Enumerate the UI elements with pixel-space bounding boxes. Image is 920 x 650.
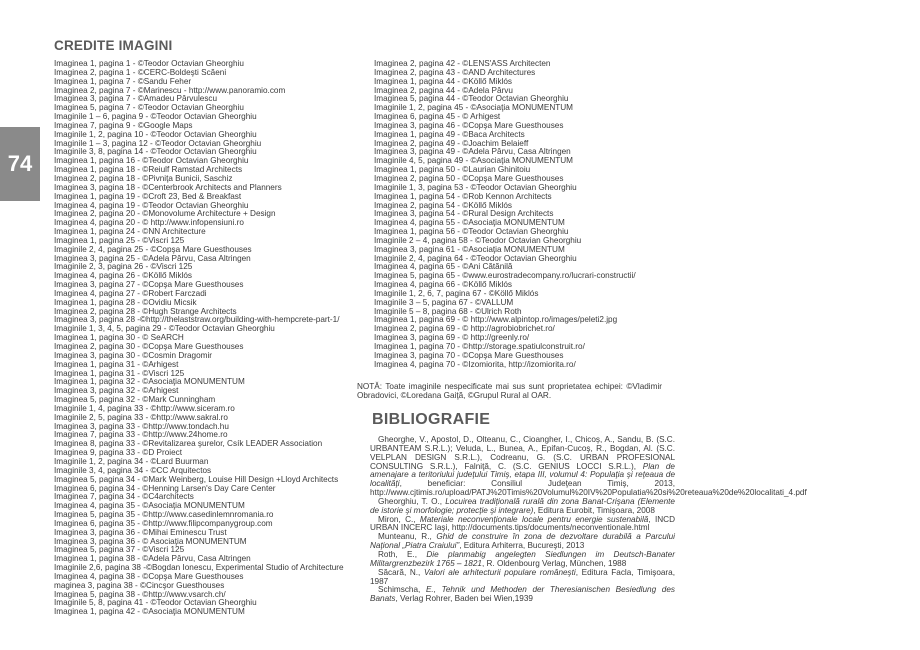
bibliography-entry-after: , Editura Facla, Timişoara, 1987 <box>370 567 675 586</box>
bibliography-entry-italic: Plan de amenajare a teritoriului judeţului Timiş, etapa III, volumul 4: Populaţia şi reţeaua de localităţi <box>370 461 675 489</box>
bibliography-entry-before: Săcară, N., <box>378 567 424 577</box>
credit-line: Imaginile 5, 8, pagina 41 - ©Teodor Octavian Gheorghiu <box>54 598 257 608</box>
credit-line: Imaginea 3, pagina 70 - ©Copşa Mare Guesthouses <box>374 350 564 360</box>
bibliography-entry <box>370 516 675 534</box>
credit-line: Imaginea 3, pagina 27 - ©Copşa Mare Guesthouses <box>54 280 244 290</box>
credit-line: Imaginea 2, pagina 20 - ©Monovolume Architecture + Design <box>54 209 276 219</box>
bibliography-entry-italic: Die planmabig angelegten Siedlungen im Deutsch-Banater Militargrenzbezirk 1765 – 1821 <box>370 549 675 568</box>
credit-line: Imaginea 3, pagina 18 - ©Centerbrook Architects and Planners <box>54 182 282 192</box>
credit-line: Imaginea 1, pagina 54 - ©Rob Kennon Architects <box>374 191 552 201</box>
credit-line: Imaginea 1, pagina 50 - ©Laurian Ghinitoiu <box>374 165 531 175</box>
bibliography-entry <box>370 586 675 604</box>
credit-line: Imaginea 2, pagina 30 - ©Copşa Mare Guesthouses <box>54 342 244 351</box>
credit-line: Imaginea 3, pagina 61 - ©Asociaţia MONUMENTUM <box>374 244 565 254</box>
credit-line: Imaginea 1, pagina 56 - ©Teodor Octavian Gheorghiu <box>374 227 569 237</box>
bibliography-entry-italic: Ghid de construire în zona de dezvoltare durabilă a Parcului Naţional „Piatra Craiului” <box>370 532 675 551</box>
credit-line: Imaginea 4, pagina 70 - ©Izomiorita, http://izomiorita.ro/ <box>374 359 576 369</box>
credit-line: Imaginea 5, pagina 35 - ©http://www.casedinlemnromania.ro <box>54 510 274 520</box>
credit-line: Imaginea 1, pagina 32 - ©Asociaţia MONUMENTUM <box>54 377 245 387</box>
bibliography-entry-after: , Editura Arhiterra, Bucureşti, 2013 <box>459 541 585 551</box>
credit-line: Imaginile 2, 4, pagina 25 - ©Copşa Mare Guesthouses <box>54 244 252 254</box>
credit-line: Imaginea 1, pagina 25 - ©Viscri 125 <box>54 235 185 245</box>
credit-line: Imaginea 5, pagina 7 - ©Teodor Octavian Gheorghiu <box>54 103 244 113</box>
credit-line: Imaginea 1, pagina 19 - ©Croft 23, Bed & Breakfast <box>54 191 242 201</box>
credit-line: Imaginea 3, pagina 33 - ©http://www.tondach.hu <box>54 421 229 431</box>
credit-line: Imaginea 2, pagina 49 - ©Joachim Belaieff <box>374 138 529 148</box>
credit-line: Imaginea 4, pagina 27 - ©Robert Farczadi <box>54 288 207 298</box>
bibliography-entry-before: Roth, E., <box>378 549 427 559</box>
bibliography-entry <box>370 533 675 551</box>
credit-line: Imaginea 1, pagina 31 - ©Viscri 125 <box>54 368 185 378</box>
bibliography-entry-after: , Verlag Rohrer, Baden bei Wien,1939 <box>395 594 533 604</box>
credit-line: Imaginile 1, 2, 6, 7, pagina 67 - ©Köllő Miklós <box>374 288 539 298</box>
credit-line: Imaginea 1, pagina 49 - ©Baca Architects <box>374 129 525 139</box>
credit-line: Imaginea 1, pagina 69 - © http://www.alpintop.ro/images/peleti2.jpg <box>374 315 618 325</box>
credit-line: Imaginile 4, 5, pagina 49 - ©Asociaţia MONUMENTUM <box>374 156 573 166</box>
credit-line: Imaginea 5, pagina 34 - ©Mark Weinberg, Louise Hill Design +Lloyd Architects <box>54 474 339 484</box>
credit-line: Imaginea 1, pagina 42 - ©Asociaţia MONUMENTUM <box>54 607 245 617</box>
bibliography-entry-before: Gheorghiu, T. O., <box>378 496 446 506</box>
bibliography-entry-after: , beneficiar: Consiliul Judeţean Timiş, 2013, http://www.cjtimis.ro/upload/PATJ%20Timis%20Volumul%20IV%20Populatia%20si%20reteaua%20de%20localitati_4.pdf <box>370 479 807 498</box>
credits-title: CREDITE IMAGINI <box>54 38 173 53</box>
credit-line: Imaginile 1 – 6, pagina 9 - ©Teodor Octavian Gheorghiu <box>54 112 257 122</box>
credit-line: Imaginile 3 – 5, pagina 67 - ©VALLUM <box>374 297 514 307</box>
bibliography-entry-before: Miron, C., <box>378 514 420 524</box>
credit-line: Imaginea 3, pagina 30 - ©Cosmin Dragomir <box>54 350 213 360</box>
credit-line: Imaginea 1, pagina 70 - ©http://storage.spatiulconstruit.ro/ <box>374 342 585 351</box>
bibliography-entry-italic: Materiale neconvenţionale locale pentru energie sustenabilă <box>419 514 649 524</box>
credit-line: Imaginea 2, pagina 28 - ©Hugh Strange Architects <box>54 306 237 316</box>
credit-line: Imaginea 3, pagina 7 - ©Amadeu Pârvulescu <box>54 94 218 104</box>
credit-line: Imaginile 1, 3, 4, 5, pagina 29 - ©Teodor Octavian Gheorghiu <box>54 324 275 334</box>
bibliography-entry <box>370 498 675 516</box>
credit-line: Imaginile 3, 8, pagina 14 - ©Teodor Octavian Gheorghiu <box>54 147 257 157</box>
bibliography-entry-italic: E., Tehnik und Methoden der Theresianischen Besiedlung des Banats <box>370 585 675 604</box>
credit-line: Imaginea 2, pagina 54 - ©Köllő Miklós <box>374 200 513 210</box>
credits-list-left <box>54 60 364 617</box>
credit-line: Imaginea 1, pagina 38 - ©Adela Pârvu, Casa Altringen <box>54 554 251 564</box>
bibliography-entry-italic: Locuirea tradiţională rurală din zona Banat-Crişana (Elemente de istorie şi morfologie; protecţie şi integrare) <box>370 496 675 515</box>
credit-line: Imaginea 2, pagina 50 - ©Copşa Mare Guesthouses <box>374 173 564 183</box>
credit-line: Imaginea 5, pagina 65 - ©www.eurostradecompany.ro/lucrari-constructii/ <box>374 271 636 281</box>
credit-line: Imaginea 2, pagina 1 - ©CERC-Boldeşti Scăeni <box>54 67 227 77</box>
credit-line: Imaginea 1, pagina 28 - ©Ovidiu Micsik <box>54 297 197 307</box>
bibliography-entry-before: Munteanu, R., <box>378 532 437 542</box>
bibliography-entry-after: , INCD URBAN INCERC Iaşi, http://documents.tips/documents/neconventionale.html <box>370 514 676 533</box>
bibliography-entry-after: , Editura Eurobit, Timişoara, 2008 <box>533 505 655 515</box>
credit-line: Imaginea 8, pagina 33 - ©Revitalizarea şurelor, Csík LEADER Association <box>54 439 323 449</box>
credit-line: Imaginile 2,6, pagina 38 -©Bogdan Ionescu, Experimental Studio of Architecture <box>54 563 344 573</box>
credit-line: Imaginea 6, pagina 35 - ©http://www.filipcompanygroup.com <box>54 518 273 528</box>
credit-line: Imaginile 2, 4, pagina 64 - ©Teodor Octavian Gheorghiu <box>374 253 577 263</box>
credit-line: Imaginea 9, pagina 33 - ©D Proiect <box>54 448 183 458</box>
credit-line: Imaginea 4, pagina 65 - ©Ani Cătănilă <box>374 262 513 272</box>
credit-line: Imaginea 1, pagina 24 - ©NN Architecture <box>54 227 206 237</box>
credit-line: Imaginile 2 – 4, pagina 58 - ©Teodor Octavian Gheorghiu <box>374 235 582 245</box>
credits-list-right <box>374 60 674 370</box>
bibliography-entry <box>370 569 675 587</box>
credit-line: Imaginile 1, 2, pagina 45 - ©Asociaţia MONUMENTUM <box>374 103 573 113</box>
credit-line: Imaginea 3, pagina 46 - ©Copşa Mare Guesthouses <box>374 120 564 130</box>
credit-line: Imaginea 3, pagina 36 - © Asociaţia MONUMENTUM <box>54 536 247 546</box>
credit-line: Imaginea 5, pagina 44 - ©Teodor Octavian Gheorghiu <box>374 94 569 104</box>
credit-line: Imaginea 3, pagina 49 - ©Adela Pârvu, Casa Altringen <box>374 147 571 157</box>
credit-line: Imaginea 1, pagina 30 - © SeARCH <box>54 333 184 343</box>
credit-line: Imaginea 1, pagina 31 - ©Arhigest <box>54 359 179 369</box>
credits-note: NOTĂ: Toate imaginile nespecificate mai sus sunt proprietatea echipei: ©Vladimir Obradovici, ©Loredana Gaiţă, ©Grupul Rural al OAR. <box>357 382 662 400</box>
bibliography-list <box>370 435 807 604</box>
credit-line: Imaginea 3, pagina 36 - ©Mihai Eminescu Trust <box>54 527 227 537</box>
bibliography-entry <box>370 551 675 569</box>
credit-line: Imaginile 5 – 8, pagina 68 - ©Ulrich Roth <box>374 306 522 316</box>
credit-line: Imaginea 3, pagina 28 -©http://thelaststraw.org/building-with-hempcrete-part-1/ <box>54 315 340 325</box>
credit-line: Imaginea 2, pagina 18 - ©Pivniţa Bunicii, Saschiz <box>54 173 233 183</box>
credit-line: Imaginea 1, pagina 1 - ©Teodor Octavian Gheorghiu <box>54 59 244 68</box>
credit-line: Imaginea 7, pagina 33 - ©http://www.24home.ro <box>54 430 228 440</box>
credit-line: Imaginea 4, pagina 19 - ©Teodor Octavian Gheorghiu <box>54 200 249 210</box>
credit-line: Imaginea 7, pagina 9 - ©Google Maps <box>54 120 193 130</box>
credit-line: Imaginea 4, pagina 66 - ©Köllő Miklós <box>374 280 513 290</box>
credit-line: Imaginea 1, pagina 7 - ©Sandu Feher <box>54 76 192 86</box>
credit-line: Imaginea 3, pagina 69 - © http://greenly.ro/ <box>374 333 530 343</box>
credit-line: Imaginea 4, pagina 26 - ©Köllő Miklós <box>54 271 193 281</box>
credit-line: Imaginea 1, pagina 44 - ©Köllő Miklós <box>374 76 513 86</box>
credit-line: Imaginea 2, pagina 44 - ©Adela Pârvu <box>374 85 513 95</box>
credit-line: maginea 3, pagina 38 - ©Cincşor Guesthouses <box>54 580 225 590</box>
bibliography-entry-italic: Valori ale arhitecturii populare româneşti <box>424 567 576 577</box>
credit-line: Imaginile 2, 5, pagina 33 - ©http://www.sakral.ro <box>54 412 228 422</box>
credit-line: Imaginea 5, pagina 37 - ©Viscri 125 <box>54 545 185 555</box>
credit-line: Imaginea 4, pagina 20 - © http://www.infopensiuni.ro <box>54 218 244 228</box>
bibliography-entry-before: Gheorghe, V., Apostol, D., Olteanu, C., Cioangher, I., Chicoş, A., Sandu, B. (S.C. URBANTEAM S.R.L.); Veluda, L., Bunea, A., Epifan-Cucoş, R., Bogdan, Al. (S.C. VELPLAN DESIGN S.R.L.), Codreanu, G. (S.C. URBAN PROFESIONAL CONSULTING S.R.L.), Falniţă, C. (S.C. GENIUS LOCCI S.R.L.), <box>370 435 675 471</box>
credit-line: Imaginea 6, pagina 34 - ©Henning Larsen's Day Care Center <box>54 483 276 493</box>
credit-line: Imaginile 1, 3, pagina 53 - ©Teodor Octavian Gheorghiu <box>374 182 577 192</box>
credit-line: Imaginea 1, pagina 16 - ©Teodor Octavian Gheorghiu <box>54 156 249 166</box>
page-number: 74 <box>7 151 33 176</box>
bibliography-entry <box>370 435 807 498</box>
bibliography-entry-after: , R. Oldenbourg Verlag, München, 1988 <box>481 558 627 568</box>
credit-line: Imaginile 1 – 3, pagina 12 - ©Teodor Octavian Gheorghiu <box>54 138 262 148</box>
credit-line: Imaginea 2, pagina 69 - © http://agrobiobrichet.ro/ <box>374 324 555 334</box>
credit-line: Imaginea 4, pagina 35 - ©Asociaţia MONUMENTUM <box>54 501 245 511</box>
credit-line: Imaginile 1, 2, pagina 10 - ©Teodor Octavian Gheorghiu <box>54 129 257 139</box>
credit-line: Imaginea 4, pagina 38 - ©Copşa Mare Guesthouses <box>54 571 244 581</box>
credit-line: Imaginile 1, 4, pagina 33 - ©http://www.siceram.ro <box>54 403 235 413</box>
credit-line: Imaginea 3, pagina 32 - ©Arhigest <box>54 386 179 396</box>
credit-line: Imaginea 5, pagina 38 - ©http://www.vsarch.ch/ <box>54 589 226 599</box>
credit-line: Imaginea 2, pagina 43 - ©AND Architectures <box>374 67 536 77</box>
credit-line: Imaginea 4, pagina 55 - ©Asociaţia MONUMENTUM <box>374 218 565 228</box>
credit-line: Imaginile 1, 2, pagina 34 - ©Lard Buurman <box>54 456 209 466</box>
credit-line: Imaginea 1, pagina 18 - ©Reiulf Ramstad Architects <box>54 165 243 175</box>
page-number-tab <box>0 127 40 201</box>
bibliography-title: BIBLIOGRAFIE <box>372 411 491 428</box>
bibliography-entry-before: Schimscha, <box>378 585 426 595</box>
credit-line: Imaginile 3, 4, pagina 34 - ©CC Arquitectos <box>54 465 212 475</box>
credit-line: Imaginea 3, pagina 25 - ©Adela Pârvu, Casa Altringen <box>54 253 251 263</box>
credit-line: Imaginea 3, pagina 54 - ©Rural Design Architects <box>374 209 554 219</box>
credit-line: Imaginile 2, 3, pagina 26 - ©Viscri 125 <box>54 262 193 272</box>
credit-line: Imaginea 5, pagina 32 - ©Mark Cunningham <box>54 395 216 405</box>
credit-line: Imaginea 7, pagina 34 - ©C4architects <box>54 492 194 502</box>
credit-line: Imaginea 2, pagina 42 - ©LENS'ASS Architecten <box>374 59 551 68</box>
credit-line: Imaginea 2, pagina 7 - ©Marinescu - http://www.panoramio.com <box>54 85 286 95</box>
credit-line: Imaginea 6, pagina 45 - © Arhigest <box>374 112 501 122</box>
